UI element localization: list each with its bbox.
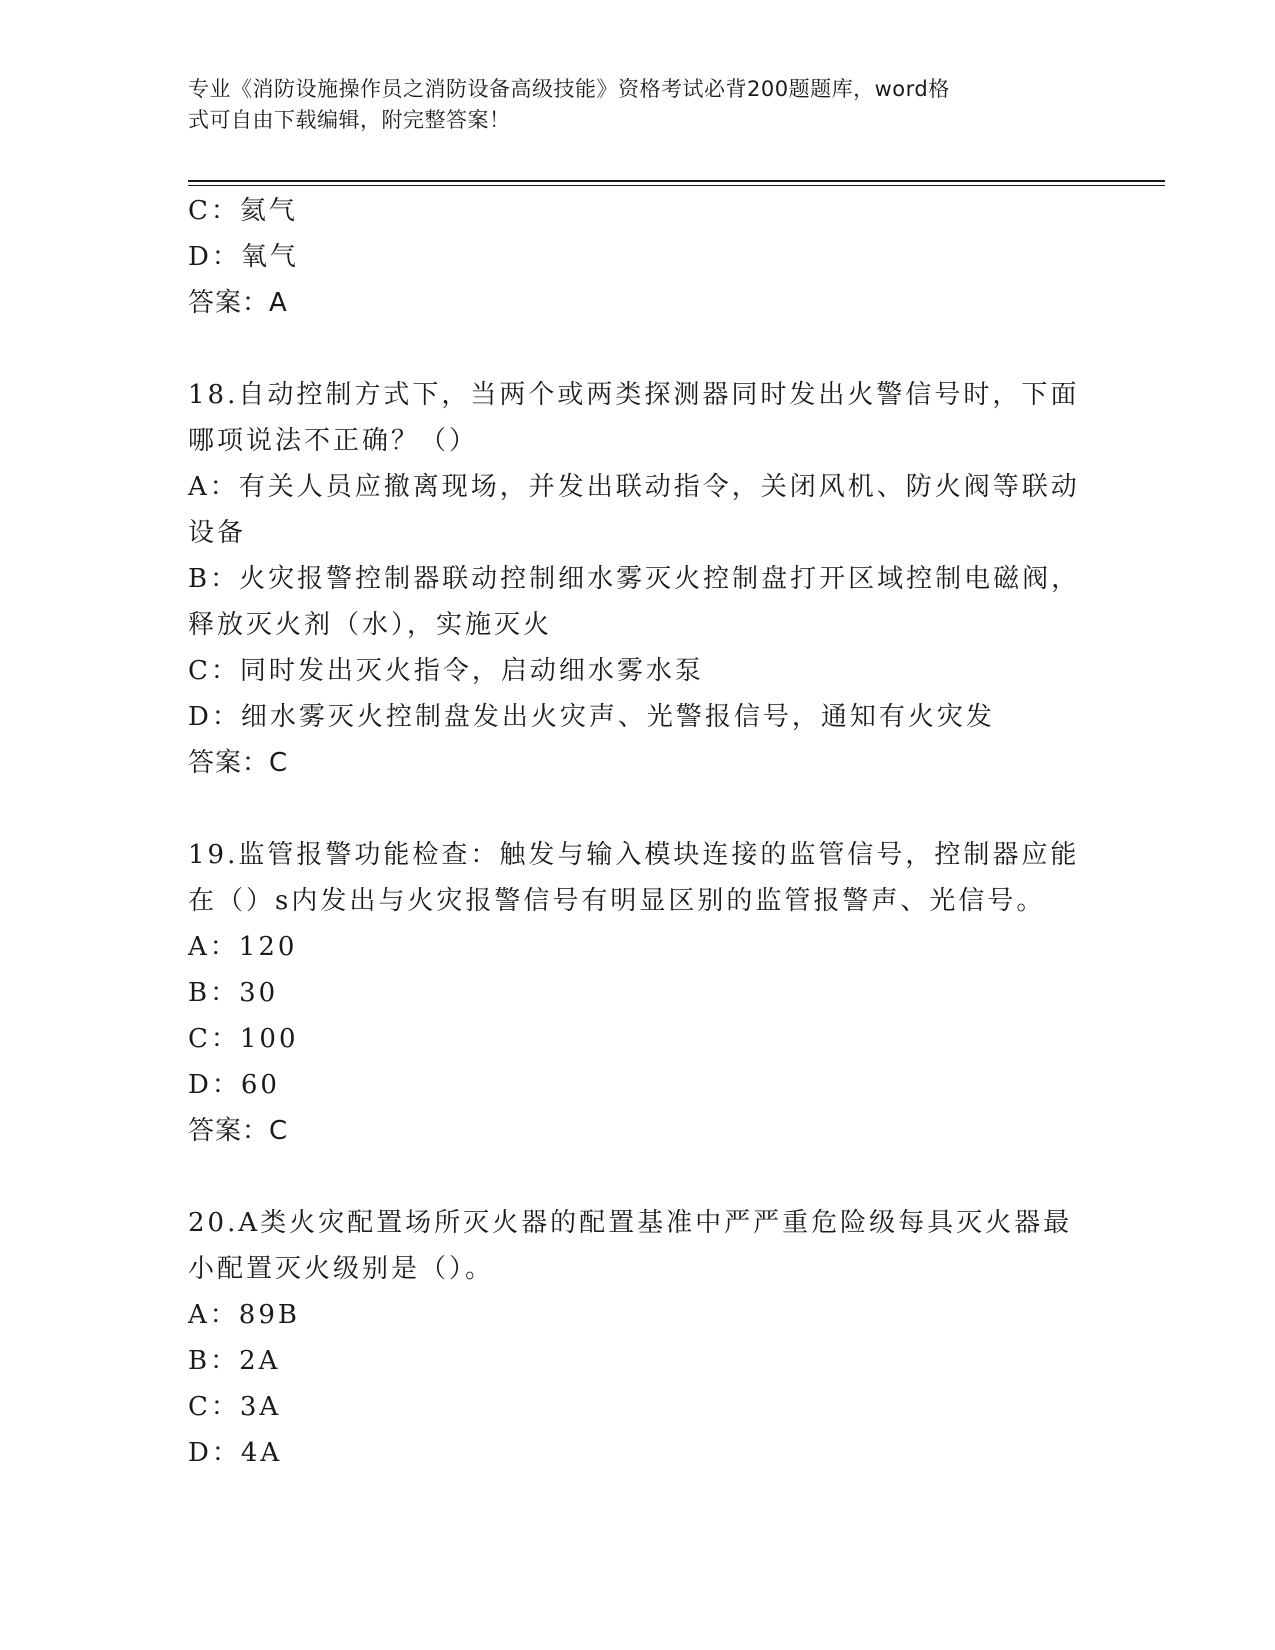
option-a: A：89B xyxy=(188,1300,300,1330)
document-header xyxy=(188,74,1078,136)
question-stem: 哪项说法不正确？（） xyxy=(188,426,479,456)
header-line-2: 式可自由下载编辑，附完整答案！ xyxy=(188,108,511,132)
answer-line: 答案：C xyxy=(188,748,289,778)
option-d: D：氧气 xyxy=(188,242,299,272)
option-d: D：60 xyxy=(188,1070,280,1100)
option-a-continued: 设备 xyxy=(188,518,247,548)
option-a: A：有关人员应撤离现场，并发出联动指令，关闭风机、防火阀等联动 xyxy=(188,472,1080,502)
question-stem: 19.监管报警功能检查：触发与输入模块连接的监管信号，控制器应能 xyxy=(188,840,1080,870)
option-c: C：氦气 xyxy=(188,196,298,226)
previous-question-block xyxy=(188,188,1088,326)
option-b: B：30 xyxy=(188,978,279,1008)
option-a: A：120 xyxy=(188,932,298,962)
spacer xyxy=(188,786,1088,832)
answer-line: 答案：A xyxy=(188,288,288,318)
question-20 xyxy=(188,1200,1088,1476)
question-stem: 在（）s内发出与火灾报警信号有明显区别的监管报警声、光信号。 xyxy=(188,886,1046,916)
question-stem: 18.自动控制方式下，当两个或两类探测器同时发出火警信号时，下面 xyxy=(188,380,1080,410)
spacer xyxy=(188,326,1088,372)
option-c: C：同时发出灭火指令，启动细水雾水泵 xyxy=(188,656,704,686)
question-18 xyxy=(188,372,1088,786)
header-divider-thick xyxy=(188,180,1165,182)
question-stem: 20.A类火灾配置场所灭火器的配置基准中严严重危险级每具灭火器最 xyxy=(188,1208,1073,1238)
question-content xyxy=(188,188,1088,1476)
question-stem: 小配置灭火级别是（）。 xyxy=(188,1254,495,1284)
header-line-1: 专业《消防设施操作员之消防设备高级技能》资格考试必背200题题库，word格 xyxy=(188,77,950,101)
spacer xyxy=(188,1154,1088,1200)
header-divider-thin xyxy=(188,185,1165,186)
option-b: B：2A xyxy=(188,1346,281,1376)
option-d: D：4A xyxy=(188,1438,283,1468)
option-c: C：3A xyxy=(188,1392,282,1422)
question-19 xyxy=(188,832,1088,1154)
option-b-continued: 释放灭火剂（水），实施灭火 xyxy=(188,610,553,640)
option-b: B：火灾报警控制器联动控制细水雾灭火控制盘打开区域控制电磁阀， xyxy=(188,564,1081,594)
option-d: D：细水雾灭火控制盘发出火灾声、光警报信号，通知有火灾发 xyxy=(188,702,995,732)
answer-line: 答案：C xyxy=(188,1116,289,1146)
option-c: C：100 xyxy=(188,1024,299,1054)
